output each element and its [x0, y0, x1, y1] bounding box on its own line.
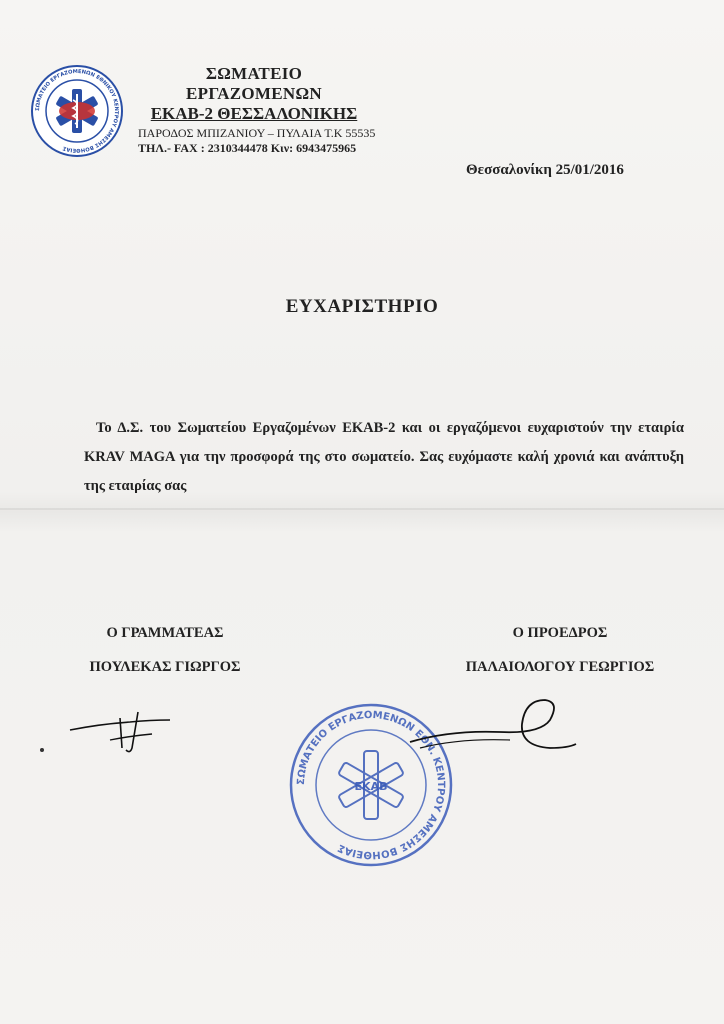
org-name-line2: ΕΚΑΒ-2 ΘΕΣΣΑΛΟΝΙΚΗΣ: [150, 104, 358, 123]
president-name: ΠΑΛΑΙΟΛΟΓΟΥ ΓΕΩΡΓΙΟΣ: [465, 659, 655, 675]
president-signature-icon: [400, 690, 580, 770]
letterhead: [138, 64, 438, 156]
org-phone: ΤΗΛ.- FAX : 2310344478 Κιν: 6943475965: [138, 141, 357, 155]
org-name-line1: ΣΩΜΑΤΕΙΟ ΕΡΓΑΖΟΜΕΝΩΝ: [186, 64, 322, 103]
secretary-signature-icon: [60, 698, 180, 758]
logo-ring-text: ΣΩΜΑΤΕΙΟ ΕΡΓΑΖΟΜΕΝΩΝ ΕΘΝΙΚΟΥ ΚΕΝΤΡΟΥ ΑΜΕΣΗΣ ΒΟΗΘΕΙΑΣ: [34, 68, 120, 154]
letter-body: Το Δ.Σ. του Σωματείου Εργαζομένων ΕΚΑΒ-2 και οι εργαζόμενοι ευχαριστούν την εταιρία KRAV MAGA για την προσφορά της στο σωματείο. Σας ευχόμαστε καλή χρονιά και ανάπτυξη της εταιρίας σας: [84, 420, 684, 494]
president-role: Ο ΠΡΟΕΔΡΟΣ: [512, 625, 608, 641]
ink-dot: [40, 748, 44, 752]
document-title: ΕΥΧΑΡΙΣΤΗΡΙΟ: [285, 296, 439, 317]
president-signature-block: [440, 616, 680, 684]
letter-date: Θεσσαλονίκη 25/01/2016: [466, 162, 624, 178]
union-logo-icon: [30, 64, 124, 158]
secretary-signature-block: [70, 616, 260, 684]
secretary-name: ΠΟΥΛΕΚΑΣ ΓΙΩΡΓΟΣ: [89, 659, 241, 675]
stamp-center-text: ΕΚΑΒ: [354, 780, 388, 793]
fold-line: [0, 508, 724, 510]
secretary-role: Ο ΓΡΑΜΜΑΤΕΑΣ: [106, 625, 224, 641]
org-address: ΠΑΡΟΔΟΣ ΜΠΙΖΑΝΙΟΥ – ΠΥΛΑΙΑ Τ.Κ 55535: [138, 126, 376, 140]
stamp-ring-text: ΣΩΜΑΤΕΙΟ ΕΡΓΑΖΟΜΕΝΩΝ ΕΘΝ. ΚΕΝΤΡΟΥ ΑΜΕΣΗΣ ΒΟΗΘΕΙΑΣ: [295, 709, 447, 861]
